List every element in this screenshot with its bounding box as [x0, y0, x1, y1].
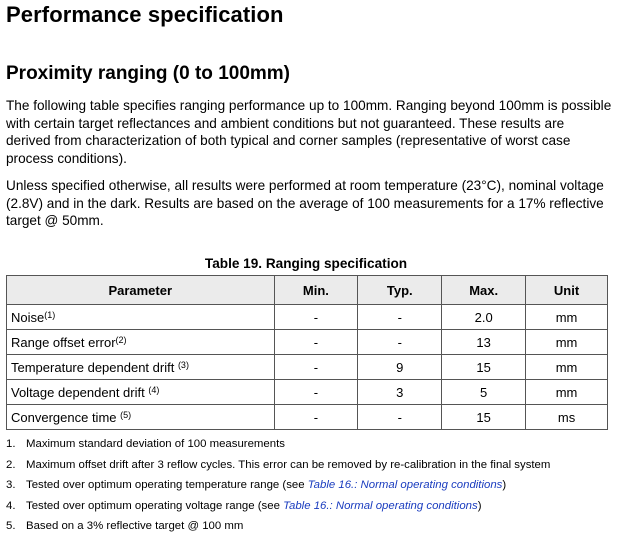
ranging-spec-table — [6, 275, 608, 430]
footnote-ref: (1) — [44, 309, 56, 320]
footnote-item — [6, 457, 550, 478]
page-title: Performance specification — [6, 2, 284, 27]
header-parameter: Parameter — [7, 276, 275, 305]
footnote-text: Tested over optimum operating voltage range (see — [26, 499, 284, 512]
footnote-ref: (3) — [177, 359, 189, 370]
max-cell: 13 — [442, 330, 526, 355]
param-cell — [7, 355, 275, 380]
min-cell: - — [274, 405, 358, 430]
footnote-text-end: ) — [502, 479, 507, 491]
table-footnotes — [6, 436, 550, 539]
param-cell — [7, 305, 275, 330]
max-cell: 2.0 — [442, 305, 526, 330]
footnote-ref: (5) — [120, 409, 132, 420]
header-max: Max. — [442, 276, 526, 305]
footnote-item — [6, 518, 550, 539]
footnote-item — [6, 436, 550, 457]
conditions-paragraph: Unless specified otherwise, all results were performed at room temperature (23°C), nominal voltage (2.8V) and in the dark. Results are based on the average of 100 measurements for a 17% reflective target @ 50mm. — [6, 178, 604, 228]
max-cell: 5 — [442, 380, 526, 405]
footnote-text: Maximum offset drift after 3 reflow cycles. This error can be removed by re-calibration in the final system — [26, 458, 551, 471]
section-heading: Proximity ranging (0 to 100mm) — [6, 63, 291, 84]
table-row — [7, 405, 608, 430]
min-cell: - — [274, 330, 358, 355]
max-cell: 15 — [442, 405, 526, 430]
max-cell: 15 — [442, 355, 526, 380]
param-cell — [7, 330, 275, 355]
table-caption: Table 19. Ranging specification — [204, 256, 408, 271]
header-unit: Unit — [526, 276, 608, 305]
footnote-ref: (2) — [115, 334, 127, 345]
table-16-link[interactable]: Table 16.: Normal operating conditions — [307, 479, 503, 491]
unit-cell: mm — [526, 380, 608, 405]
min-cell: - — [274, 305, 358, 330]
table-row — [7, 330, 608, 355]
footnote-number: 3. — [6, 479, 16, 491]
param-name: Range offset error — [11, 334, 116, 350]
table-row — [7, 380, 608, 405]
footnote-ref: (4) — [148, 384, 160, 395]
footnote-text-end: ) — [477, 499, 482, 512]
footnote-number: 4. — [6, 499, 16, 512]
unit-cell: mm — [526, 355, 608, 380]
footnote-number: 2. — [6, 458, 16, 471]
footnote-text: Based on a 3% reflective target @ 100 mm — [26, 520, 244, 532]
header-typ: Typ. — [358, 276, 442, 305]
typ-cell: - — [358, 305, 442, 330]
footnote-number: 1. — [6, 438, 16, 450]
param-name: Voltage dependent drift — [11, 384, 149, 400]
param-name: Convergence time — [11, 409, 121, 425]
param-cell — [7, 380, 275, 405]
typ-cell: 3 — [358, 380, 442, 405]
param-name: Temperature dependent drift — [11, 359, 178, 375]
unit-cell: mm — [526, 305, 608, 330]
footnote-text: Maximum standard deviation of 100 measurements — [26, 438, 285, 450]
table-16-link[interactable]: Table 16.: Normal operating conditions — [283, 499, 478, 512]
param-cell — [7, 405, 275, 430]
header-min: Min. — [274, 276, 358, 305]
table-row — [7, 355, 608, 380]
typ-cell: - — [358, 405, 442, 430]
typ-cell: 9 — [358, 355, 442, 380]
typ-cell: - — [358, 330, 442, 355]
unit-cell: ms — [526, 405, 608, 430]
min-cell: - — [274, 355, 358, 380]
table-header-row — [7, 276, 608, 305]
unit-cell: mm — [526, 330, 608, 355]
intro-paragraph: The following table specifies ranging performance up to 100mm. Ranging beyond 100mm is possible with certain target reflectances and ambient conditions but not guaranteed. These results are derived from characterization of both typical and corner samples (representative of worst case process conditions). — [6, 98, 612, 166]
param-name: Noise — [11, 309, 45, 325]
footnote-text: Tested over optimum operating temperature range (see — [26, 479, 308, 491]
min-cell: - — [274, 380, 358, 405]
footnote-item — [6, 477, 550, 498]
table-row — [7, 305, 608, 330]
footnote-item — [6, 498, 550, 519]
footnote-number: 5. — [6, 520, 16, 532]
